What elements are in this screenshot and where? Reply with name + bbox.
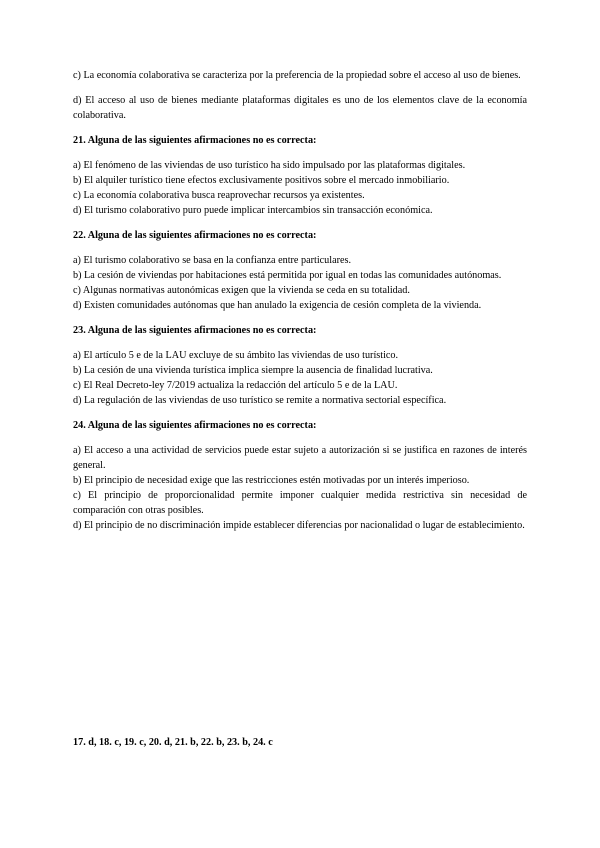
option-b: b) La cesión de viviendas por habitaciones está permitida por igual en todas las comunidades autónomas. bbox=[73, 270, 502, 281]
document-body bbox=[73, 68, 527, 533]
option-c: c) Algunas normativas autonómicas exigen que la vivienda se ceda en su totalidad. bbox=[73, 285, 410, 296]
option-a: a) El artículo 5 e de la LAU excluye de su ámbito las viviendas de uso turístico. bbox=[73, 350, 399, 361]
option-c: c) El principio de proporcionalidad permite imponer cualquier medida restrictiva sin necesidad de comparación con otras posibles. bbox=[73, 490, 527, 516]
option-d: d) El principio de no discriminación impide establecer diferencias por nacionalidad o lugar de establecimiento. bbox=[73, 520, 525, 531]
option-d: d) La regulación de las viviendas de uso turístico se remite a normativa sectorial específica. bbox=[73, 395, 447, 406]
option-a: a) El fenómeno de las viviendas de uso turístico ha sido impulsado por las plataformas digitales. bbox=[73, 160, 466, 171]
question-22 bbox=[73, 228, 527, 313]
question-24 bbox=[73, 418, 527, 533]
question-21 bbox=[73, 133, 527, 218]
question-23 bbox=[73, 323, 527, 408]
option-c-previous: c) La economía colaborativa se caracteriza por la preferencia de la propiedad sobre el acceso al uso de bienes. bbox=[73, 70, 521, 81]
option-b: b) La cesión de una vivienda turística implica siempre la ausencia de finalidad lucrativa. bbox=[73, 365, 433, 376]
option-b: b) El principio de necesidad exige que las restricciones estén motivadas por un interés imperioso. bbox=[73, 475, 470, 486]
question-title: 21. Alguna de las siguientes afirmaciones no es correcta: bbox=[73, 135, 317, 146]
answer-key: 17. d, 18. c, 19. c, 20. d, 21. b, 22. b, 23. b, 24. c bbox=[73, 737, 273, 748]
option-b: b) El alquiler turístico tiene efectos exclusivamente positivos sobre el mercado inmobiliario. bbox=[73, 175, 450, 186]
option-a: a) El turismo colaborativo se basa en la confianza entre particulares. bbox=[73, 255, 352, 266]
option-a: a) El acceso a una actividad de servicios puede estar sujeto a autorización si se justifica en razones de interés general. bbox=[73, 445, 527, 471]
question-title: 24. Alguna de las siguientes afirmaciones no es correcta: bbox=[73, 420, 317, 431]
option-c: c) El Real Decreto-ley 7/2019 actualiza la redacción del artículo 5 e de la LAU. bbox=[73, 380, 398, 391]
question-title: 23. Alguna de las siguientes afirmaciones no es correcta: bbox=[73, 325, 317, 336]
option-d: d) El turismo colaborativo puro puede implicar intercambios sin transacción económica. bbox=[73, 205, 433, 216]
option-c: c) La economía colaborativa busca reaprovechar recursos ya existentes. bbox=[73, 190, 365, 201]
option-d-previous: d) El acceso al uso de bienes mediante plataformas digitales es uno de los elementos clave de la economía colaborativa. bbox=[73, 95, 527, 121]
option-d: d) Existen comunidades autónomas que han anulado la exigencia de cesión completa de la vivienda. bbox=[73, 300, 482, 311]
question-title: 22. Alguna de las siguientes afirmaciones no es correcta: bbox=[73, 230, 317, 241]
